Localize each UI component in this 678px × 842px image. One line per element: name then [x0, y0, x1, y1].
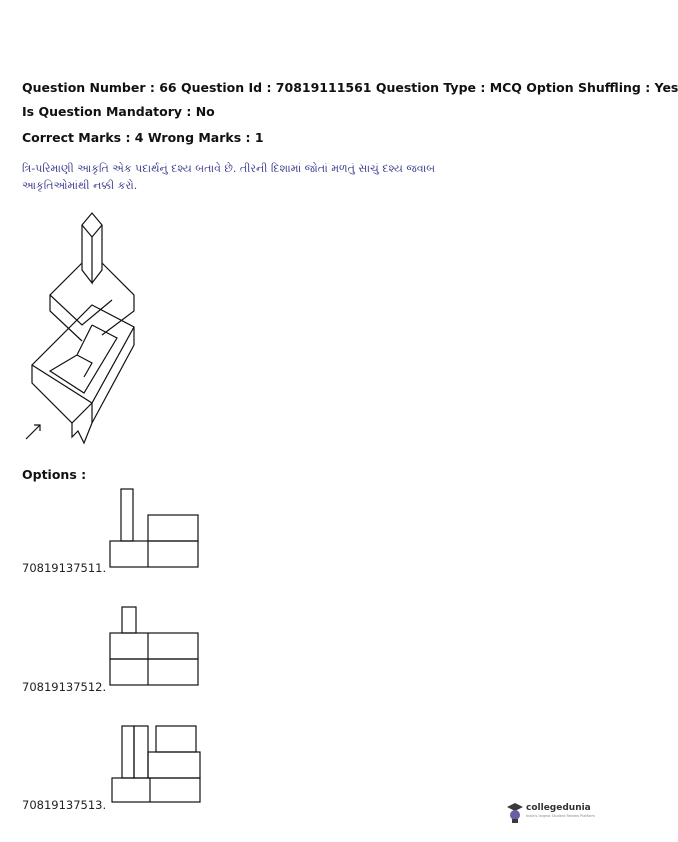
opt1-base [110, 541, 198, 567]
option-3-label[interactable]: 70819137513. [22, 798, 107, 812]
graduate-cap-icon [506, 801, 524, 823]
option-figure-2[interactable] [108, 605, 203, 687]
mandatory-line: Is Question Mandatory : No [22, 104, 215, 119]
options-heading: Options : [22, 467, 87, 482]
question-meta-line: Question Number : 66 Question Id : 70819111561 Question Type : MCQ Option Shuffling : Yes [22, 80, 678, 95]
option-figure-3[interactable] [110, 722, 205, 804]
bottom-notch [72, 423, 92, 443]
opt3-pillar-b [134, 726, 148, 778]
opt3-top-block [156, 726, 196, 752]
pillar-right-face [92, 225, 102, 283]
ring-front-face [32, 365, 92, 423]
opt1-pillar [121, 489, 133, 541]
upper-block-bottom-left [50, 295, 82, 341]
opt1-top-block [148, 515, 198, 541]
ring-right-face [92, 327, 134, 423]
view-arrow-line [26, 425, 40, 439]
option-2-label[interactable]: 70819137512. [22, 680, 107, 694]
opt3-base [112, 778, 200, 802]
inner-step [77, 355, 92, 377]
collegedunia-watermark [506, 799, 595, 825]
watermark-tagline: India's largest Student Review Platform [526, 814, 595, 818]
opt2-pillar [122, 607, 136, 633]
pillar-left-face [82, 225, 92, 283]
opt3-pillar-a [122, 726, 134, 778]
question-text: ત્રિ-પરિમાણી આકૃતિ એક પદાર્થનું દશ્ય બતાવે છે. તીરની દિશામાં જોતાં મળતું સાચું દશ્ય જવાબ આકૃતિઓમાંથી નક્કી કરો. [22, 162, 436, 192]
option-1-label[interactable]: 70819137511. [22, 561, 107, 575]
opt3-mid-block [148, 752, 200, 778]
opt2-lower-row [110, 659, 198, 685]
isometric-figure [22, 205, 162, 455]
pillar-top [82, 213, 102, 237]
opt2-upper-row [110, 633, 198, 659]
option-figure-1[interactable] [108, 487, 203, 569]
watermark-brand: collegedunia [526, 803, 591, 813]
marks-line: Correct Marks : 4 Wrong Marks : 1 [22, 130, 264, 145]
ring-outer [32, 305, 134, 403]
